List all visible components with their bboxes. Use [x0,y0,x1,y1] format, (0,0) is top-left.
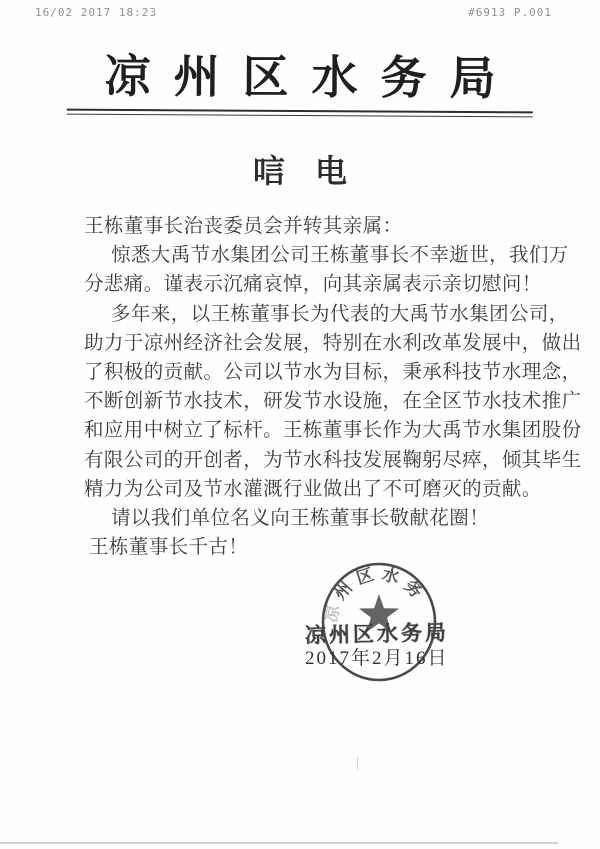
seal-arc-char: 水 [379,564,402,588]
body-line: 王栋董事长治丧委员会并转其亲属： [84,216,403,237]
body-line: 和应用中树立了标杆。王栋董事长作为大禹节水集团股份 [84,420,582,442]
seal-name: 凉州区水务局 [304,620,450,648]
letterhead [0,50,600,118]
seal-arc-char: 州 [330,578,356,604]
scan-artifact-line [357,756,358,770]
body-line: 助力于凉州经济社会发展，特别在水利改革发展中，做出 [84,332,582,354]
body-line: 惊悉大禹节水集团公司王栋董事长不幸逝世，我们万 [111,245,569,267]
body-line: 请以我们单位名义向王栋董事长敬献花圈！ [111,507,490,529]
fax-page-number: #6913 P.001 [468,6,552,19]
seal-arc-char: 区 [354,564,376,589]
body-line: 不断创新节水技术，研发节水设施，在全区节水技术推广 [84,391,582,413]
letterhead-rule [67,109,533,118]
body-line: 王栋董事长千古！ [89,537,249,559]
fax-timestamp: 16/02 2017 18:23 [35,6,157,19]
body-line: 分悲痛。谨表示沉痛哀悼，向其亲属表示亲切慰问！ [84,274,542,296]
body-line: 多年来，以王栋董事长为代表的大禹节水集团公司， [111,303,569,325]
body-line: 精力为公司及节水灌溉行业做出了不可磨灭的贡献。 [84,478,542,500]
body-line: 了积极的贡献。公司以节水为目标，秉承科技节水理念， [84,361,582,383]
official-seal [303,556,455,691]
subject-title: 唁电 [252,153,377,189]
letterhead-title: 凉州区水务局 [104,50,519,105]
document-date: 2017年2月16日 [305,648,449,669]
body-line: 有限公司的开创者，为节水科技发展鞠躬尽瘁，倾其毕生 [84,449,582,471]
document-body [84,212,582,562]
seal-arc-char: 务 [400,576,426,602]
scan-edge-line [0,842,558,844]
seal-arc-char: 凉 [321,603,344,624]
